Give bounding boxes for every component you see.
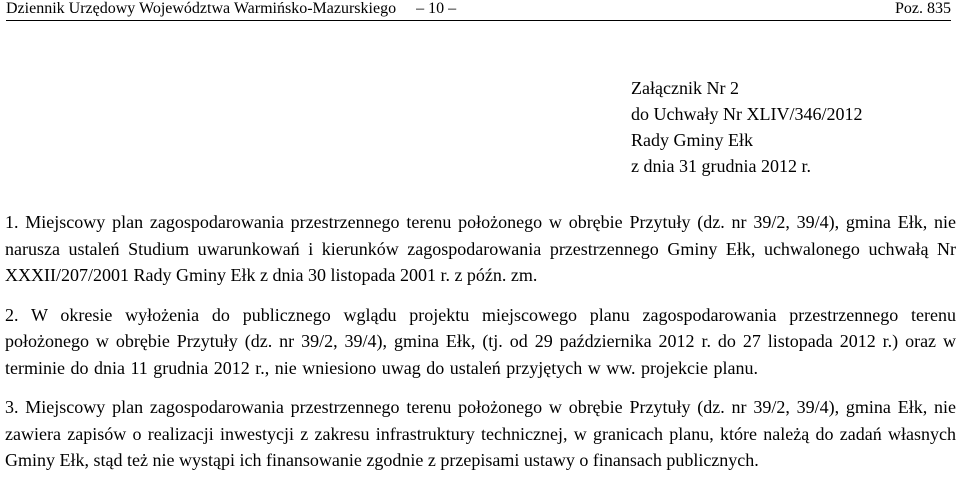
annex-number: Załącznik Nr 2	[631, 78, 739, 98]
annex-heading	[631, 75, 862, 179]
page-number: – 10 –	[416, 0, 457, 17]
paragraph-2: 2. W okresie wyłożenia do publicznego wglądu projektu miejscowego planu zagospodarowania przestrzennego terenu położonego w obrębie Przytuły (dz. nr 39/2, 39/4), gmina Ełk, (tj. od 29 października 2012 r. do 27 listopada 2012 r.) oraz w terminie do dnia 11 grudnia 2012 r., nie wniesiono uwag do ustaleń przyjętych w ww. projekcie planu.	[5, 304, 956, 378]
journal-name: Dziennik Urzędowy Województwa Warmińsko-Mazurskiego	[6, 0, 397, 17]
annex-date: z dnia 31 grudnia 2012 r.	[631, 156, 811, 176]
paragraph-3: 3. Miejscowy plan zagospodarowania przestrzennego terenu położonego w obrębie Przytuły (dz. nr 39/2, 39/4), gmina Ełk, nie zawiera zapisów o realizacji inwestycji z zakresu infrastruktury technicznej, w granicach planu, które należą do zadań własnych Gminy Ełk, stąd też nie wystąpi ich finansowanie zgodnie z przepisami ustawy o finansach publicznych.	[5, 397, 956, 470]
header-position: Poz. 835	[895, 0, 951, 17]
paragraph-1: 1. Miejscowy plan zagospodarowania przestrzennego terenu położonego w obrębie Przytuły (dz. nr 39/2, 39/4), gmina Ełk, nie narusza ustaleń Studium uwarunkowań i kierunków zagospodarowania przestrzennego Gminy Ełk, uchwalonego uchwałą Nr XXXII/207/2001 Rady Gminy Ełk z dnia 30 listopada 2001 r. z późn. zm.	[5, 212, 956, 285]
page-header	[6, 0, 951, 21]
document-body	[5, 209, 956, 474]
annex-council: Rady Gminy Ełk	[631, 130, 753, 150]
annex-resolution: do Uchwały Nr XLIV/346/2012	[631, 104, 863, 124]
header-journal-title	[6, 0, 456, 18]
